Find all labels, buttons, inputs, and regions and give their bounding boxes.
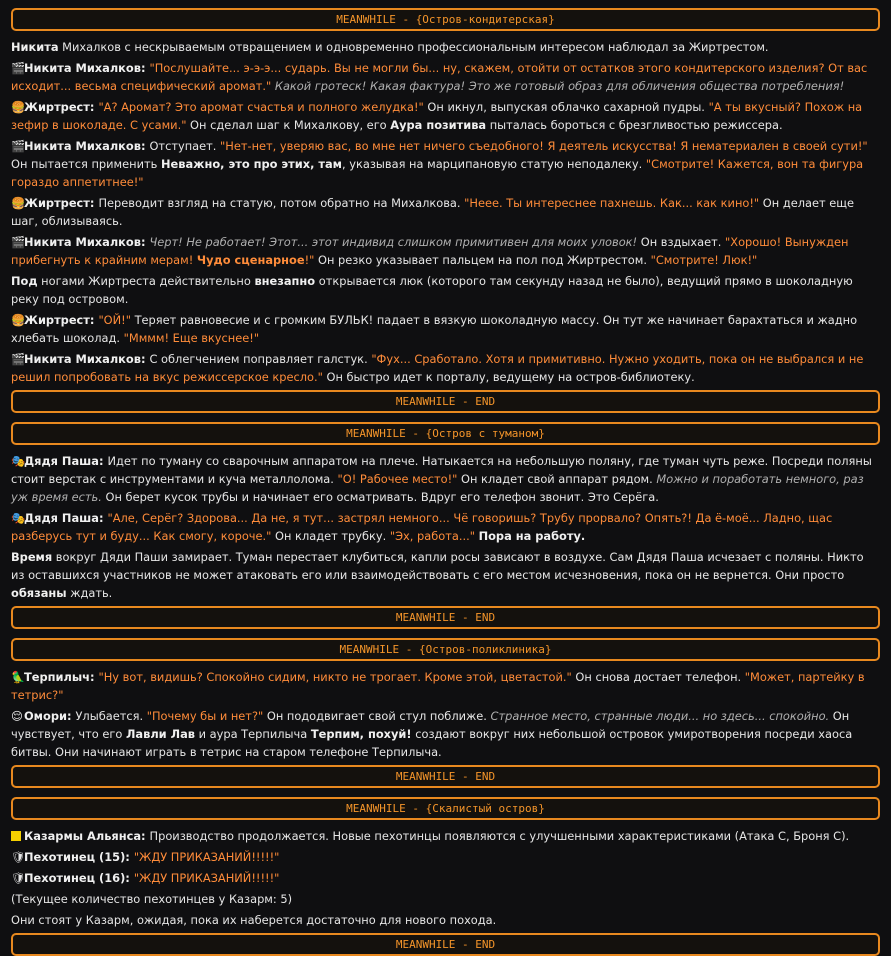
bold-text: Пехотинец (15): <box>24 850 134 864</box>
speech-text: "Ну вот, видишь? Спокойно сидим, никто не трогает. Кроме этой, цветастой." <box>98 670 572 684</box>
narration-text: создают вокруг них небольшой островок умиротворения посреди хаоса битвы. Они начинают играть в тетрис на старом телефоне Терпилыча. <box>11 727 853 759</box>
narration-text: Он пододвигает свой стул поближе. <box>263 709 491 723</box>
message-line <box>11 548 880 602</box>
bold-text: Терпилыч: <box>24 670 99 684</box>
narration-text: Он резко указывает пальцем на пол под Жиртрестом. <box>314 253 651 267</box>
message-line <box>11 869 880 887</box>
message-line <box>11 452 880 506</box>
meanwhile-header: MEANWHILE - {Скалистый остров} <box>11 797 880 820</box>
yellow-square-icon <box>11 831 21 841</box>
speaker-icon: 🎬 <box>11 139 26 153</box>
message-line <box>11 890 880 908</box>
narration-text: Он пытается применить <box>11 157 161 171</box>
speech-text: "Мммм! Еще вкуснее!" <box>123 331 260 345</box>
bold-text: Никита Михалков: <box>24 61 150 75</box>
narration-text: Идет по туману со сварочным аппаратом на плече. Натыкается на небольшую поляну, где туман чуть реже. Посреди поляны стоит верстак с инструментами и куча металлолома. <box>11 454 872 486</box>
bold-text: Омори: <box>24 709 76 723</box>
narration-text: открывается люк (которого там секунду назад не было), ведущий прямо в шоколадную реку под островом. <box>11 274 853 306</box>
speaker-icon: 😌 <box>11 709 23 723</box>
speech-text: "Фух... Сработало. Хотя и примитивно. Нужно уходить, пока он не выбрался и не решил попробовать на вкус режиссерское кресло." <box>11 352 864 384</box>
narration-text: и аура Терпилыча <box>194 727 311 741</box>
thought-text: Можно и поработать немного, раз уж время есть. <box>11 472 864 504</box>
bold-text: Никита <box>11 40 59 54</box>
speaker-icon: 🍔 <box>11 196 26 210</box>
message-line <box>11 272 880 308</box>
speaker-icon: 🎭 <box>11 454 26 468</box>
message-line <box>11 38 880 56</box>
message-line <box>11 311 880 347</box>
narration-text: Михалков с нескрываемым отвращением и одновременно профессиональным интересом наблюдал за Жиртрестом. <box>58 40 769 54</box>
bold-text: Пехотинец (16): <box>24 871 134 885</box>
message-line <box>11 350 880 386</box>
narration-text: С облегчением поправляет галстук. <box>149 352 372 366</box>
narration-text: вокруг Дяди Паши замирает. Туман перестает клубиться, капли росы зависают в воздухе. Сам Дядя Паша исчезает с поляны. Никто из оставшихся участников не может атаковать его или взаимодействовать с его местом исчезновения, пока он не вернется. Они просто <box>11 550 864 582</box>
bold-text: Лавли Лав <box>125 727 195 741</box>
message-line <box>11 137 880 191</box>
speaker-icon: 🎬 <box>11 235 26 249</box>
speech-text: "ЖДУ ПРИКАЗАНИЙ!!!!!" <box>133 871 280 885</box>
speech-text: "А ты вкусный? Похож на зефир в шоколаде. С усами." <box>11 100 863 132</box>
speech-bold-text: Чудо сценарное <box>196 253 305 267</box>
bold-text: Жиртрест: <box>24 313 99 327</box>
meanwhile-header: MEANWHILE - {Остров-поликлиника} <box>11 638 880 661</box>
thought-text: Какой гротеск! Какая фактура! Это же готовый образ для обличения общества потребления! <box>274 79 845 93</box>
speech-text: "Нет-нет, уверяю вас, во мне нет ничего съедобного! Я деятель искусства! Я нематериален в своей сути!" <box>220 139 868 153</box>
message-line <box>11 911 880 929</box>
narration-text: (Текущее количество пехотинцев у Казарм: 5) <box>11 892 293 906</box>
narration-text: Он икнул, выпуская облачко сахарной пудры. <box>423 100 709 114</box>
speech-text: "Может, партейку в тетрис?" <box>11 670 865 702</box>
bold-text: обязаны <box>11 586 67 600</box>
speech-text: "ЖДУ ПРИКАЗАНИЙ!!!!!" <box>133 850 280 864</box>
narration-text: Улыбается. <box>75 709 147 723</box>
speech-text: "А? Аромат? Это аромат счастья и полного желудка!" <box>98 100 424 114</box>
message-line <box>11 59 880 95</box>
message-line <box>11 233 880 269</box>
bold-text: Неважно, это про этих, там <box>160 157 342 171</box>
bold-text: Время <box>11 550 53 564</box>
narration-text: Переводит взгляд на статую, потом обратно на Михалкова. <box>98 196 465 210</box>
bold-text: Терпим, похуй! <box>310 727 412 741</box>
bold-text: Аура позитива <box>390 118 487 132</box>
speech-text: "Але, Серёг? Здорова... Да не, я тут... застрял немного... Чё говоришь? Трубу прорвало? Опять?! Да ё-моё... Ладно, щас разберусь тут и буду... Как смогу, короче." <box>11 511 833 543</box>
narration-text: Он снова достает телефон. <box>571 670 745 684</box>
narration-text: , указывая на марципановую статую неподалеку. <box>342 157 646 171</box>
narration-text: Он сделал шаг к Михалкову, его <box>186 118 391 132</box>
message-line <box>11 98 880 134</box>
speech-text: "ОЙ!" <box>98 313 131 327</box>
meanwhile-footer: MEANWHILE - END <box>11 606 880 629</box>
speech-text: "Хорошо! Вынужден прибегнуть к крайним мерам! <box>11 235 849 267</box>
message-line <box>11 194 880 230</box>
narration-text: ногами Жиртреста действительно <box>37 274 255 288</box>
narration-text: Он делает еще шаг, облизываясь. <box>11 196 854 228</box>
meanwhile-header: MEANWHILE - {Остров с туманом} <box>11 422 880 445</box>
message-line <box>11 827 880 845</box>
bold-text: Жиртрест: <box>24 100 99 114</box>
bold-text: Казармы Альянса: <box>24 829 150 843</box>
speaker-icon: 🍔 <box>11 100 26 114</box>
message-line <box>11 668 880 704</box>
bold-text: Жиртрест: <box>24 196 99 210</box>
bold-text: внезапно <box>254 274 316 288</box>
bold-text: Никита Михалков: <box>24 139 150 153</box>
narration-text: ждать. <box>66 586 113 600</box>
speech-text: "Послушайте... э-э-э... сударь. Вы не могли бы... ну, скажем, отойти от остатков этого кондитерского изделия? От вас исходит... весьма специфический аромат." <box>11 61 868 93</box>
meanwhile-footer: MEANWHILE - END <box>11 390 880 413</box>
meanwhile-footer: MEANWHILE - END <box>11 765 880 788</box>
speaker-icon: 🎬 <box>11 352 26 366</box>
bold-text: Никита Михалков: <box>24 352 150 366</box>
speaker-icon: 🛡 <box>11 871 26 885</box>
speaker-icon: 🎬 <box>11 61 26 75</box>
narration-text: Он быстро идет к порталу, ведущему на остров-библиотеку. <box>322 370 695 384</box>
speaker-icon: 🍔 <box>11 313 26 327</box>
speech-text: "Смотрите! Люк!" <box>650 253 758 267</box>
speech-text: "Почему бы и нет?" <box>146 709 264 723</box>
speaker-icon: 🎭 <box>11 511 26 525</box>
narration-text: Он чувствует, что его <box>11 709 850 741</box>
narration-text: пыталась бороться с брезгливостью режиссера. <box>486 118 783 132</box>
bold-text: Пора на работу. <box>478 529 586 543</box>
narration-text: Он берет кусок трубы и начинает его осматривать. Вдруг его телефон звонит. Это Серёга. <box>101 490 659 504</box>
speech-text: "Нееe. Ты интереснее пахнешь. Как... как кино!" <box>464 196 760 210</box>
narration-text: Он кладет трубку. <box>271 529 390 543</box>
bold-text: Под <box>11 274 38 288</box>
speaker-icon: 🦜 <box>11 670 26 684</box>
thought-text: Странное место, странные люди... но здесь... спокойно. <box>490 709 830 723</box>
thought-text: Черт! Не работает! Этот... этот индивид слишком примитивен для моих уловок! <box>149 235 638 249</box>
message-line <box>11 707 880 761</box>
narration-text: Теряет равновесие и с громким БУЛЬК! падает в вязкую шоколадную массу. Он тут же начинает барахтаться и жадно хлебать шоколад. <box>11 313 858 345</box>
narration-text: Он кладет свой аппарат рядом. <box>457 472 657 486</box>
speaker-icon: 🛡 <box>11 850 26 864</box>
speech-text: "Смотрите! Кажется, вон та фигура гораздо аппетитнее!" <box>11 157 864 189</box>
speech-text: "Эх, работа..." <box>389 529 475 543</box>
narration-text: Отступает. <box>149 139 221 153</box>
narration-text: Они стоят у Казарм, ожидая, пока их наберется достаточно для нового похода. <box>11 913 497 927</box>
bold-text: Никита Михалков: <box>24 235 150 249</box>
bold-text: Дядя Паша: <box>24 511 108 525</box>
message-line <box>11 509 880 545</box>
meanwhile-header: MEANWHILE - {Остров-кондитерская} <box>11 8 880 31</box>
narration-text: Он вздыхает. <box>637 235 726 249</box>
speech-text: "О! Рабочее место!" <box>337 472 458 486</box>
meanwhile-footer: MEANWHILE - END <box>11 933 880 956</box>
narration-text: Производство продолжается. Новые пехотинцы появляются с улучшенными характеристиками (Атака С, Броня С). <box>149 829 850 843</box>
speech-text: !" <box>304 253 315 267</box>
bold-text: Дядя Паша: <box>24 454 108 468</box>
